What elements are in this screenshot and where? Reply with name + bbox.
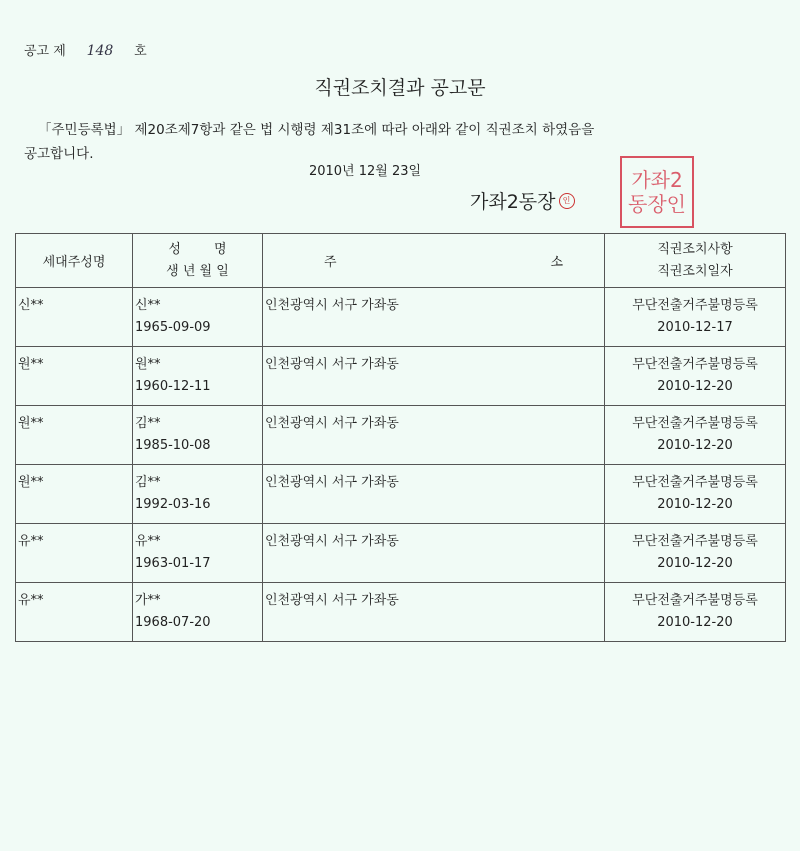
table-row [16, 465, 786, 524]
notice-number: 148 [86, 43, 114, 59]
name-cell [133, 347, 263, 406]
table-row [16, 406, 786, 465]
name-cell [133, 288, 263, 347]
table-row [16, 583, 786, 642]
address-cell [263, 465, 605, 524]
action-type: 무단전출거주불명등록 [632, 357, 758, 372]
address: 인천광역시 서구 가좌동 [265, 475, 399, 490]
action-type: 무단전출거주불명등록 [632, 593, 758, 608]
householder: 원** [18, 357, 44, 372]
address-cell [263, 524, 605, 583]
birth-date: 1963-01-17 [135, 556, 211, 571]
header-action-type: 직권조치사항 [657, 241, 733, 257]
person-name: 김** [135, 475, 161, 490]
header-name-birth [133, 234, 263, 288]
header-birth: 생 년 월 일 [166, 263, 229, 279]
page-title: 직권조치결과 공고문 [314, 77, 486, 99]
householder: 유** [18, 593, 44, 608]
address: 인천광역시 서구 가좌동 [265, 534, 399, 549]
action-cell [605, 406, 786, 465]
householder-cell [16, 347, 133, 406]
name-cell [133, 583, 263, 642]
body-line-1: 「주민등록법」 제20조제7항과 같은 법 시행령 제31조에 따라 아래와 같이 직권조치 하였음을 [38, 122, 595, 138]
header-householder: 세대주성명 [16, 234, 133, 288]
action-date: 2010-12-17 [657, 320, 733, 335]
action-date: 2010-12-20 [657, 379, 733, 394]
action-date: 2010-12-20 [657, 615, 733, 630]
action-cell [605, 347, 786, 406]
action-type: 무단전출거주불명등록 [632, 534, 758, 549]
action-cell [605, 465, 786, 524]
notice-prefix: 공고 제 [24, 44, 66, 59]
address-cell [263, 347, 605, 406]
address: 인천광역시 서구 가좌동 [265, 593, 399, 608]
birth-date: 1965-09-09 [135, 320, 211, 335]
address-cell [263, 583, 605, 642]
birth-date: 1968-07-20 [135, 615, 211, 630]
name-cell [133, 524, 263, 583]
header-action [605, 234, 786, 288]
householder-cell [16, 465, 133, 524]
seal-mark: 인 [559, 193, 575, 209]
header-address-b: 소 [550, 255, 563, 270]
header-name: 성 명 [168, 241, 227, 257]
signer: 가좌2동장 [470, 191, 556, 213]
address-cell [263, 406, 605, 465]
action-type: 무단전출거주불명등록 [632, 475, 758, 490]
householder-cell [16, 524, 133, 583]
name-cell [133, 406, 263, 465]
person-name: 가** [135, 593, 161, 608]
householder: 유** [18, 534, 44, 549]
householder-cell [16, 583, 133, 642]
householder: 원** [18, 416, 44, 431]
name-cell [133, 465, 263, 524]
birth-date: 1992-03-16 [135, 497, 211, 512]
action-date: 2010-12-20 [657, 438, 733, 453]
action-cell [605, 288, 786, 347]
header-action-date: 직권조치일자 [657, 263, 733, 279]
householder: 신** [18, 298, 44, 313]
person-name: 신** [135, 298, 161, 313]
table-row [16, 288, 786, 347]
person-name: 원** [135, 357, 161, 372]
householder-cell [16, 288, 133, 347]
address-cell [263, 288, 605, 347]
notice-date: 2010년 12월 23일 [308, 164, 422, 179]
table-row [16, 524, 786, 583]
table-header [16, 234, 786, 288]
body-line-2: 공고합니다. [24, 146, 94, 162]
signer-block [470, 187, 575, 214]
body-text [24, 118, 724, 166]
address: 인천광역시 서구 가좌동 [265, 416, 399, 431]
official-seal: 가좌2동장인 [620, 156, 694, 228]
action-cell [605, 524, 786, 583]
header-address [263, 234, 605, 288]
birth-date: 1985-10-08 [135, 438, 211, 453]
address: 인천광역시 서구 가좌동 [265, 357, 399, 372]
action-date: 2010-12-20 [657, 497, 733, 512]
person-name: 김** [135, 416, 161, 431]
header-address-a: 주 [324, 255, 337, 270]
table-row [16, 347, 786, 406]
notice-number-line [24, 40, 147, 59]
householder: 원** [18, 475, 44, 490]
birth-date: 1960-12-11 [135, 379, 211, 394]
action-date: 2010-12-20 [657, 556, 733, 571]
address: 인천광역시 서구 가좌동 [265, 298, 399, 313]
action-type: 무단전출거주불명등록 [632, 298, 758, 313]
householder-cell [16, 406, 133, 465]
person-name: 유** [135, 534, 161, 549]
action-cell [605, 583, 786, 642]
notice-suffix: 호 [134, 44, 147, 59]
results-table [15, 233, 786, 642]
action-type: 무단전출거주불명등록 [632, 416, 758, 431]
